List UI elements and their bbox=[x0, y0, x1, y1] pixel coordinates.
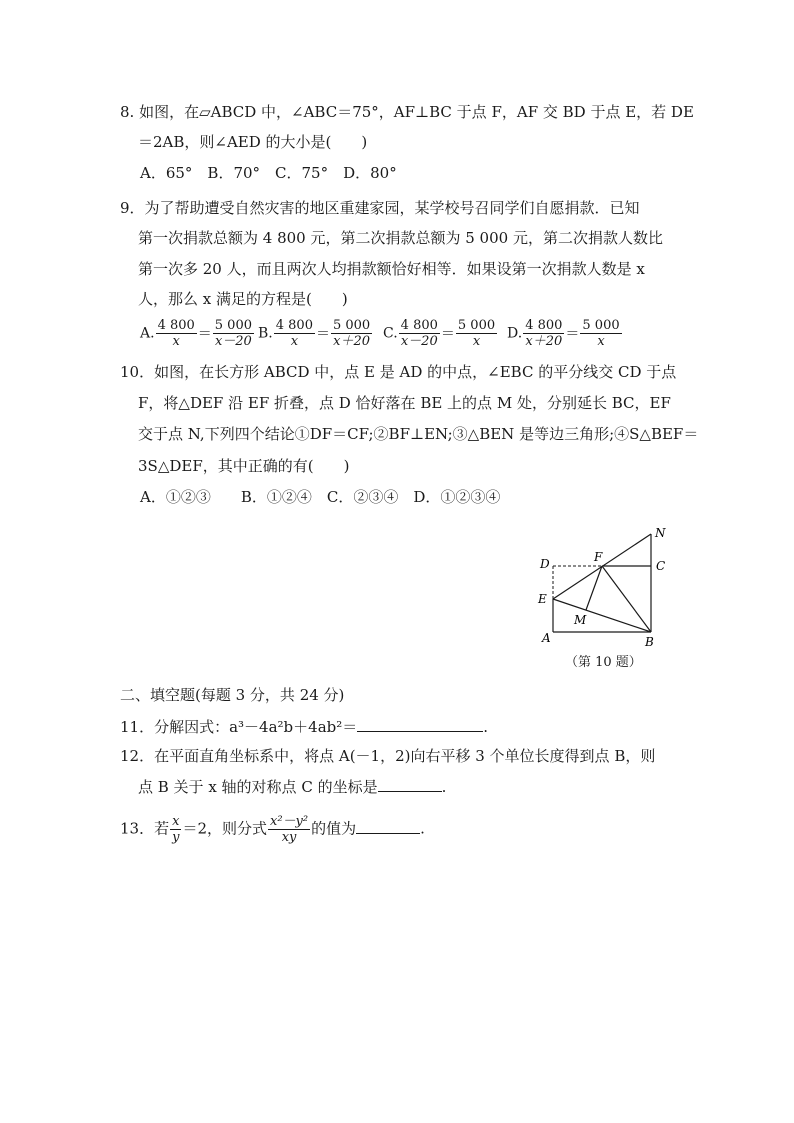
fraction bbox=[213, 318, 254, 349]
segment-fb bbox=[602, 566, 651, 632]
point-label-e: E bbox=[538, 592, 547, 606]
denominator: x bbox=[172, 334, 180, 349]
q8-options: A．65° B．70° C．75° D．80° bbox=[140, 164, 397, 182]
q8-line1: 8. 如图，在▱ABCD 中，∠ABC＝75°，AF⊥BC 于点 F，AF 交 BD 于点 E，若 DE bbox=[120, 103, 694, 121]
numerator: 4 800 bbox=[275, 318, 313, 333]
q13-prefix: 13．若 bbox=[120, 819, 170, 838]
denominator: xy bbox=[281, 830, 297, 845]
segment-eb bbox=[553, 599, 651, 632]
q9-line4: 人，那么 x 满足的方程是( ) bbox=[138, 290, 348, 308]
point-label-n: N bbox=[655, 526, 666, 540]
denominator: x＋20 bbox=[333, 334, 371, 349]
q12-line1: 12．在平面直角坐标系中，将点 A(－1，2)向右平移 3 个单位长度得到点 B，则 bbox=[120, 747, 656, 765]
numerator: x bbox=[170, 814, 181, 830]
q10-figure bbox=[530, 522, 680, 650]
option-label: D. bbox=[507, 325, 523, 342]
q9-option-a bbox=[140, 318, 255, 349]
option-label: C. bbox=[383, 325, 398, 342]
point-label-m: M bbox=[574, 613, 587, 627]
fraction bbox=[274, 318, 315, 349]
point-label-d: D bbox=[540, 557, 550, 571]
fraction bbox=[331, 318, 372, 349]
numerator: 5 000 bbox=[214, 318, 252, 333]
fraction bbox=[399, 318, 440, 349]
q9-line3: 第一次多 20 人，而且两次人均捐款额恰好相等．如果设第一次捐款人数是 x bbox=[138, 260, 645, 278]
denominator: x bbox=[472, 334, 481, 349]
denominator: y bbox=[172, 830, 180, 845]
q9-line2: 第一次捐款总额为 4 800 元，第二次捐款总额为 5 000 元，第二次捐款人数比 bbox=[138, 229, 663, 247]
denominator: x bbox=[290, 334, 299, 349]
point-label-b: B bbox=[645, 635, 654, 649]
q13-fraction-xy bbox=[170, 814, 181, 845]
denominator: x bbox=[597, 334, 605, 349]
q13-answer-blank[interactable] bbox=[356, 819, 420, 834]
q13-fraction-expr bbox=[268, 814, 310, 845]
q12-text: 点 B 关于 x 轴的对称点 C 的坐标是 bbox=[138, 778, 378, 796]
section2-title: 二、填空题(每题 3 分，共 24 分) bbox=[120, 686, 345, 704]
denominator: x－20 bbox=[214, 334, 252, 349]
numerator: x²－y² bbox=[270, 814, 309, 829]
numerator: 5 000 bbox=[582, 318, 620, 333]
numerator: 5 000 bbox=[457, 318, 496, 333]
q8-line2: ＝2AB，则∠AED 的大小是( ) bbox=[138, 133, 368, 151]
q12-answer-blank[interactable] bbox=[378, 777, 442, 792]
q11-line bbox=[120, 717, 488, 737]
fraction bbox=[156, 318, 197, 349]
q13-line bbox=[120, 814, 425, 845]
numerator: 4 800 bbox=[525, 318, 563, 333]
q12-end: . bbox=[441, 778, 447, 796]
q9-line1: 9．为了帮助遭受自然灾害的地区重建家园，某学校号召同学们自愿捐款．已知 bbox=[120, 199, 640, 217]
point-label-f: F bbox=[594, 550, 603, 564]
q10-line2: F，将△DEF 沿 EF 折叠，点 D 恰好落在 BE 上的点 M 处，分别延长 BC，EF bbox=[138, 394, 671, 412]
q10-line1: 10．如图，在长方形 ABCD 中，点 E 是 AD 的中点，∠EBC 的平分线交 CD 于点 bbox=[120, 363, 677, 381]
equals-sign: ＝ bbox=[440, 326, 455, 343]
point-label-a: A bbox=[542, 631, 551, 645]
numerator: 4 800 bbox=[157, 318, 195, 333]
numerator: 5 000 bbox=[332, 318, 371, 333]
equals-sign: ＝ bbox=[565, 326, 580, 343]
q11-end: . bbox=[483, 718, 489, 736]
option-label: B. bbox=[258, 325, 273, 342]
q12-line2 bbox=[138, 777, 446, 797]
q10-options: A．①②③ B．①②④ C．②③④ D．①②③④ bbox=[140, 488, 501, 506]
denominator: x－20 bbox=[400, 334, 438, 349]
denominator: x＋20 bbox=[525, 334, 563, 349]
fraction bbox=[456, 318, 497, 349]
q13-end: . bbox=[420, 819, 425, 838]
q10-line3: 交于点 N,下列四个结论①DF＝CF;②BF⊥EN;③△BEN 是等边三角形;④S△BEF＝ bbox=[138, 425, 699, 443]
q11-text: 11．分解因式：a³－4a²b＋4ab²＝ bbox=[120, 718, 358, 736]
option-label: A. bbox=[140, 325, 155, 342]
equals-sign: ＝ bbox=[197, 326, 212, 343]
q13-mid: ＝2，则分式 bbox=[182, 819, 267, 838]
equals-sign: ＝ bbox=[315, 326, 330, 343]
q9-option-c bbox=[383, 318, 498, 349]
segment-fm bbox=[586, 566, 602, 610]
fraction bbox=[523, 318, 564, 349]
q9-option-d bbox=[507, 318, 623, 349]
point-label-c: C bbox=[656, 559, 666, 573]
q13-suffix: 的值为 bbox=[311, 819, 357, 838]
q9-option-b bbox=[258, 318, 373, 349]
numerator: 4 800 bbox=[400, 318, 438, 333]
fraction bbox=[580, 318, 621, 349]
q11-answer-blank[interactable] bbox=[357, 717, 483, 732]
q10-figure-caption: （第 10 题） bbox=[565, 655, 642, 670]
q10-line4: 3S△DEF，其中正确的有( ) bbox=[138, 457, 350, 475]
